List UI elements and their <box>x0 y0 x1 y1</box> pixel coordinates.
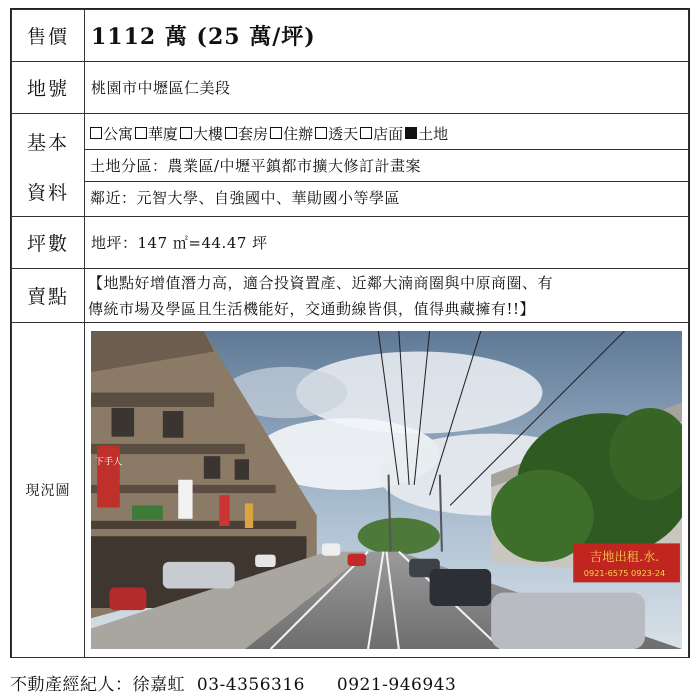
checkbox-icon[interactable] <box>135 127 147 139</box>
basic-label-bottom: 資料 <box>26 182 69 204</box>
window <box>204 456 220 479</box>
rental-sign-phone: 0921-6575 0923-24 <box>583 568 666 579</box>
street-view-photo <box>91 331 682 649</box>
car <box>491 593 645 649</box>
window <box>112 408 135 437</box>
option-mansion[interactable]: 華廈 <box>133 123 178 144</box>
window <box>235 459 249 480</box>
lot-row <box>12 62 689 114</box>
current-row <box>12 323 689 658</box>
price-row <box>12 10 689 62</box>
current-photo-cell <box>85 323 689 658</box>
basic-content <box>85 114 689 217</box>
car <box>430 569 492 606</box>
car <box>163 562 235 589</box>
shop-awning <box>132 505 163 519</box>
agent-phone-office[interactable]: 03-4356316 <box>196 675 305 695</box>
option-townhouse[interactable]: 透天 <box>313 123 358 144</box>
shop-sign-left-text: 下手人 <box>94 456 123 468</box>
current-label: 現況圖 <box>12 323 85 658</box>
checkbox-icon[interactable] <box>360 127 372 139</box>
option-apartment[interactable]: 公寓 <box>88 123 133 144</box>
arcade <box>91 521 296 529</box>
option-office[interactable]: 住辦 <box>268 123 313 144</box>
tree-distant <box>358 518 440 555</box>
checkbox-icon[interactable] <box>225 127 237 139</box>
car <box>348 554 366 566</box>
nearby-text: 鄰近：元智大學、自強國中、華勛國小等學區 <box>85 181 688 213</box>
option-land[interactable]: 土地 <box>403 123 448 144</box>
price-value: 1112 萬 (25 萬/坪) <box>85 10 689 62</box>
agent-phone-mobile[interactable]: 0921-946943 <box>336 675 457 695</box>
car <box>322 543 340 555</box>
checkbox-icon[interactable] <box>90 127 102 139</box>
checkbox-icon[interactable] <box>270 127 282 139</box>
highlights-line-2: 傳統市場及學區且生活機能好，交通動線皆俱，值得典藏擁有!!】 <box>88 299 536 318</box>
shop-sign-left <box>97 446 120 508</box>
option-storefront[interactable]: 店面 <box>358 123 403 144</box>
checkbox-icon[interactable] <box>315 127 327 139</box>
price-label: 售價 <box>12 10 85 62</box>
balcony <box>91 393 214 407</box>
lot-label: 地號 <box>12 62 85 114</box>
car <box>255 555 276 567</box>
highlights-row <box>12 269 689 323</box>
highlights-line-1: 【地點好增值潛力高，適合投資置產、近鄰大湳商圈與中原商圈、有 <box>88 273 554 292</box>
area-label: 坪數 <box>12 217 85 269</box>
zoning-text: 土地分區：農業區/中壢平鎮都市擴大修訂計畫案 <box>85 149 688 181</box>
area-row <box>12 217 689 269</box>
rental-sign-text: 吉地出租.水. <box>589 549 660 564</box>
checkbox-checked-icon[interactable] <box>405 127 417 139</box>
basic-label <box>12 114 85 217</box>
shop-sign <box>245 503 253 528</box>
highlights-label: 賣點 <box>12 269 85 323</box>
checkbox-icon[interactable] <box>180 127 192 139</box>
property-type-options <box>85 118 688 149</box>
area-value: 地坪：147 ㎡=44.47 坪 <box>85 217 689 269</box>
listing-table <box>11 9 689 658</box>
basic-label-top: 基本 <box>26 132 69 154</box>
lot-value: 桃園市中壢區仁美段 <box>85 62 689 114</box>
option-suite[interactable]: 套房 <box>223 123 268 144</box>
listing-sheet <box>10 8 690 658</box>
highlights-content <box>85 269 689 323</box>
option-building[interactable]: 大樓 <box>178 123 223 144</box>
shop-sign <box>178 480 192 519</box>
agent-name: 不動產經紀人：徐嘉虹 <box>10 675 185 695</box>
basic-row <box>12 114 689 217</box>
agent-footer <box>10 670 462 695</box>
window <box>163 411 184 438</box>
scooter <box>109 588 146 611</box>
shop-sign <box>219 495 229 526</box>
